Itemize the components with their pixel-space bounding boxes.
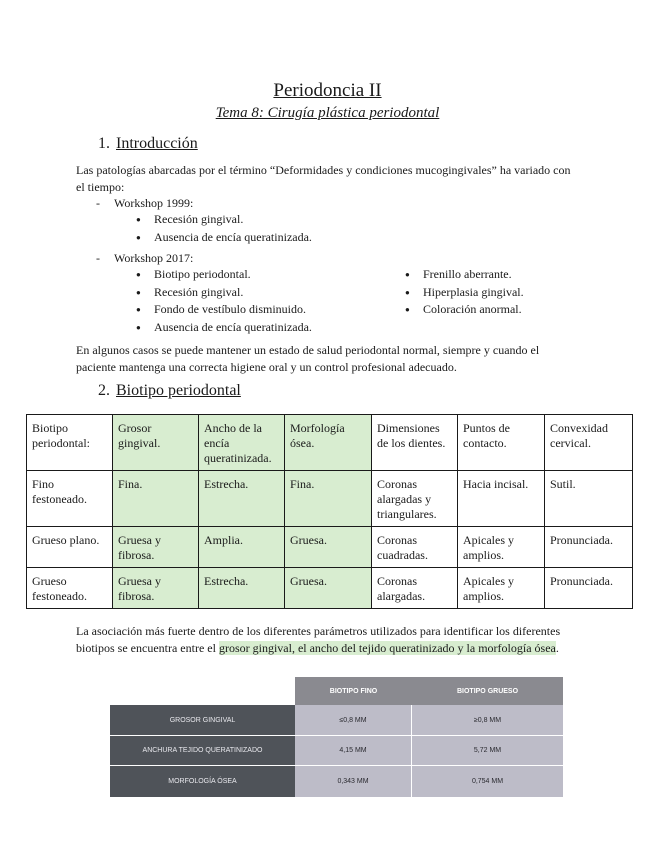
section-1-heading [98, 135, 198, 153]
image-table-header: BIOTIPO GRUESO [412, 677, 563, 705]
table-row [27, 527, 633, 568]
table-cell: Fino festoneado. [27, 471, 113, 527]
list-item: ● Hiperplasia gingival. [405, 284, 524, 302]
list-item: ● Recesión gingival. [136, 284, 312, 302]
table-cell: Coronas cuadradas. [372, 527, 458, 568]
image-table-row-label: GROSOR GINGIVAL [110, 705, 295, 736]
workshop-2017-list-col2 [405, 266, 524, 319]
table-cell: Grueso festoneado. [27, 568, 113, 609]
table-cell: Fina. [285, 471, 372, 527]
list-item: ● Biotipo periodontal. [136, 266, 312, 284]
table-cell: Fina. [113, 471, 199, 527]
list-item: ● Ausencia de encía queratinizada. [136, 229, 312, 247]
list-item: ● Recesión gingival. [136, 211, 312, 229]
table-header-cell: Convexidad cervical. [545, 415, 633, 471]
biotype-table [26, 414, 633, 609]
list-item: ● Ausencia de encía queratinizada. [136, 319, 312, 337]
closing-paragraph: En algunos casos se puede mantener un estado de salud periodontal normal, siempre y cuando el paciente mantenga una correcta higiene oral y un control profesional adecuado. [76, 343, 540, 374]
section-2-number: 2. [98, 382, 110, 399]
workshop-1999-list [136, 211, 312, 246]
table-cell: Amplia. [199, 527, 285, 568]
table-cell: Gruesa. [285, 568, 372, 609]
image-table-cell: ≤0,8 MM [295, 705, 412, 736]
table-cell: Hacia incisal. [458, 471, 545, 527]
list-item: ● Frenillo aberrante. [405, 266, 524, 284]
section-2-heading [98, 382, 241, 400]
section-1-number: 1. [98, 135, 110, 152]
image-table-cell: 4,15 MM [295, 736, 412, 766]
table-cell: Apicales y amplios. [458, 568, 545, 609]
table-header-cell: Dimensiones de los dientes. [372, 415, 458, 471]
table-cell: Grueso plano. [27, 527, 113, 568]
biotype-measurements-image [110, 677, 563, 797]
association-highlight: grosor gingival, el ancho del tejido queratinizado y la morfología ósea [218, 641, 556, 655]
table-cell: Gruesa y fibrosa. [113, 527, 199, 568]
table-cell: Gruesa y fibrosa. [113, 568, 199, 609]
intro-paragraph: Las patologías abarcadas por el término “Deformidades y condiciones mucogingivales” ha variado con el tiempo: [76, 163, 571, 194]
table-cell: Sutil. [545, 471, 633, 527]
table-header-cell: Grosor gingival. [113, 415, 199, 471]
table-cell: Pronunciada. [545, 568, 633, 609]
image-table-cell: 0,754 MM [412, 766, 563, 797]
table-row [27, 471, 633, 527]
list-dash: - [96, 196, 100, 210]
association-text-end: . [555, 641, 559, 655]
list-item: ● Coloración anormal. [405, 301, 524, 319]
image-table-cell: 5,72 MM [412, 736, 563, 766]
image-table-corner [110, 677, 295, 705]
image-table-cell: 0,343 MM [295, 766, 412, 797]
table-cell: Pronunciada. [545, 527, 633, 568]
section-2-label: Biotipo periodontal [116, 382, 241, 399]
table-cell: Coronas alargadas. [372, 568, 458, 609]
image-table-cell: ≥0,8 MM [412, 705, 563, 736]
table-cell: Gruesa. [285, 527, 372, 568]
section-1-label: Introducción [116, 135, 198, 152]
image-table-row-label: ANCHURA TEJIDO QUERATINIZADO [110, 736, 295, 766]
list-item: ● Fondo de vestíbulo disminuido. [136, 301, 312, 319]
image-table-row-label: MORFOLOGÍA ÓSEA [110, 766, 295, 797]
table-header-cell: Puntos de contacto. [458, 415, 545, 471]
table-header-cell: Ancho de la encía queratinizada. [199, 415, 285, 471]
doc-subtitle: Tema 8: Cirugía plástica periodontal [215, 105, 440, 121]
table-cell: Apicales y amplios. [458, 527, 545, 568]
workshop-2017-list-col1 [136, 266, 312, 336]
table-cell: Coronas alargadas y triangulares. [372, 471, 458, 527]
table-cell: Estrecha. [199, 471, 285, 527]
list-dash: - [96, 251, 100, 265]
doc-title: Periodoncia II [273, 80, 382, 101]
image-table-header: BIOTIPO FINO [295, 677, 412, 705]
table-header-row [27, 415, 633, 471]
association-paragraph [76, 623, 576, 657]
table-cell: Estrecha. [199, 568, 285, 609]
table-row [27, 568, 633, 609]
table-header-cell: Biotipo periodontal: [27, 415, 113, 471]
workshop-1999-label: Workshop 1999: [114, 196, 194, 210]
association-text: La asociación más fuerte dentro de los diferentes parámetros utilizados para identificar los diferentes biotipos se encuentra entre el [76, 624, 561, 655]
table-header-cell: Morfología ósea. [285, 415, 372, 471]
workshop-2017-label: Workshop 2017: [114, 251, 194, 265]
